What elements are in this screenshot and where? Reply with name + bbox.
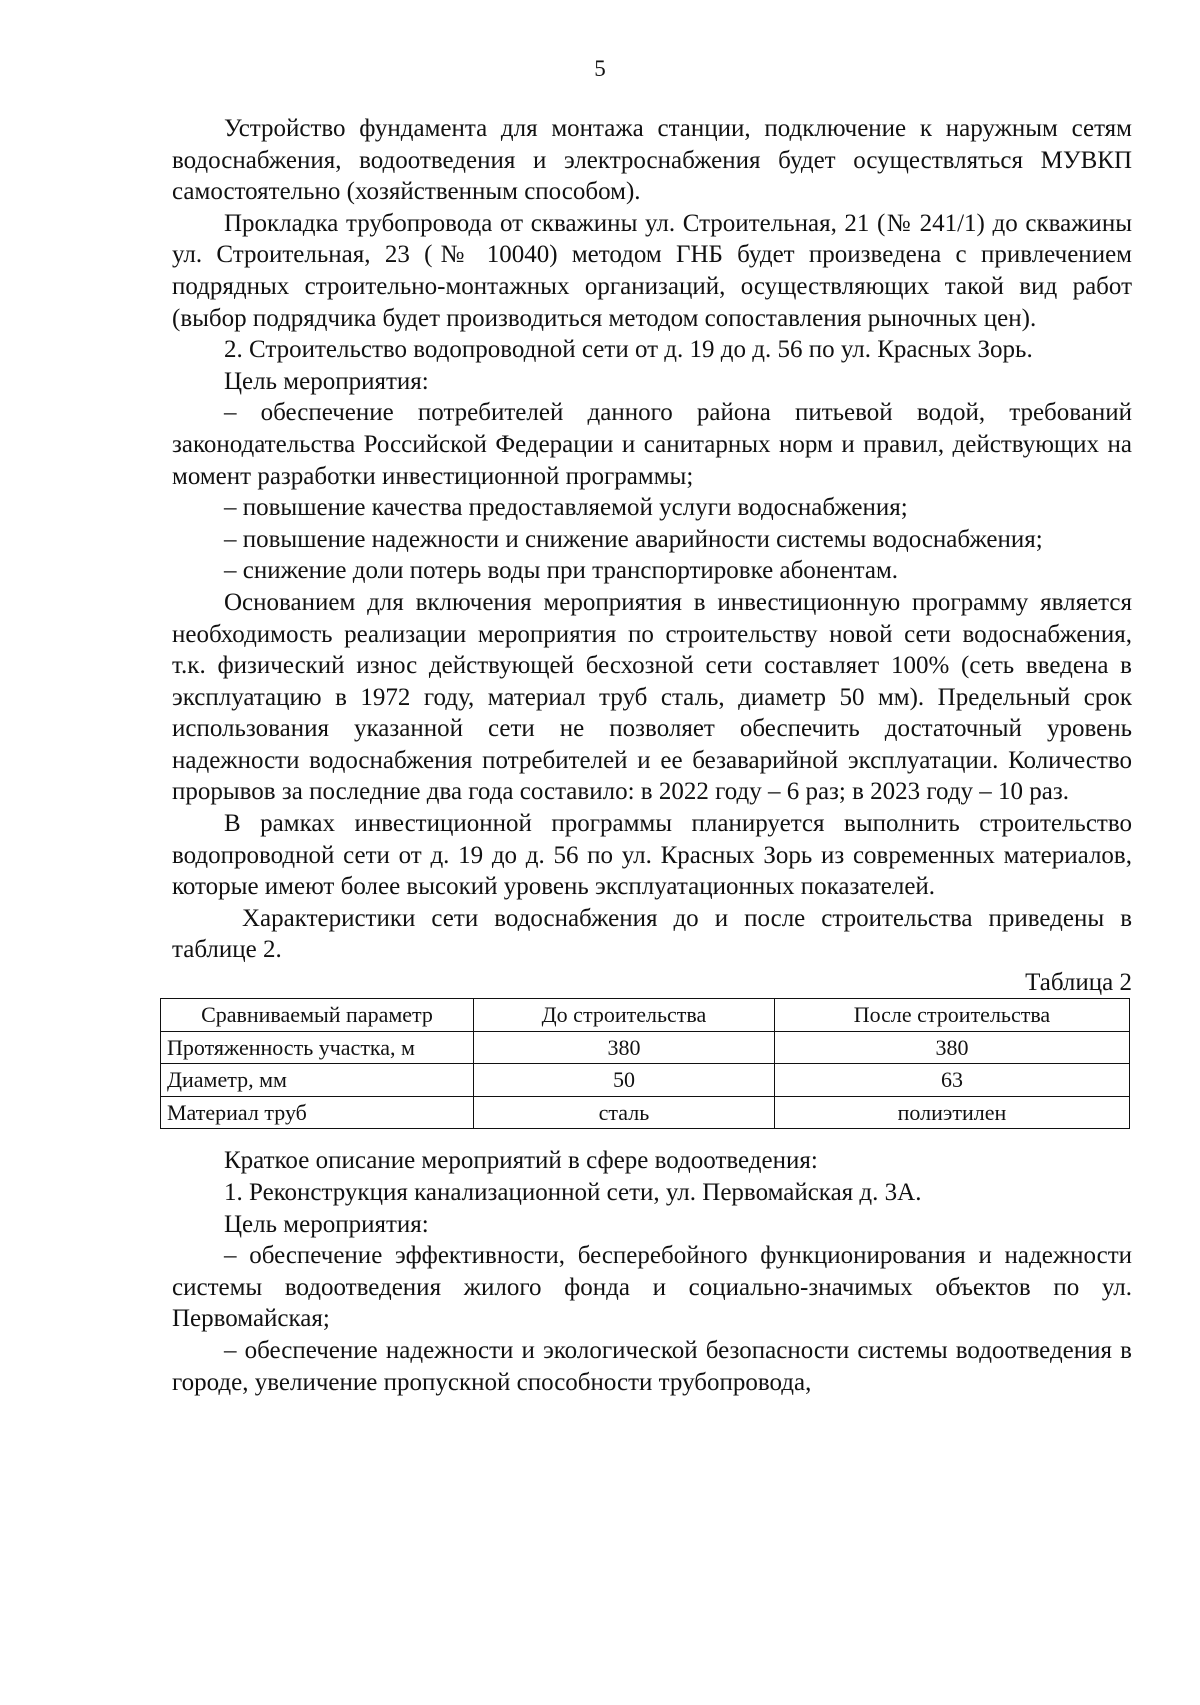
list-item: – обеспечение эффективности, бесперебойного функционирования и надежности системы водоотведения жилого фонда и социально-значимых объектов по ул. Первомайская; <box>172 1242 1132 1333</box>
table-caption: Таблица 2 <box>1025 969 1132 997</box>
list-item: – повышение надежности и снижение аварийности системы водоснабжения; <box>224 525 1043 553</box>
paragraph: В рамках инвестиционной программы планируется выполнить строительство водопроводной сети от д. 19 до д. 56 по ул. Красных Зорь из современных материалов, которые имеют более высокий уровень эксплуатационных показателей. <box>172 810 1132 901</box>
table-cell: 380 <box>774 1031 1129 1064</box>
table-cell: Диаметр, мм <box>161 1064 474 1097</box>
table-cell: 380 <box>474 1031 775 1064</box>
page-number: 5 <box>594 56 606 81</box>
paragraph: 2. Строительство водопроводной сети от д. 19 до д. 56 по ул. Красных Зорь. <box>224 336 1033 364</box>
table-cell: Материал труб <box>161 1096 474 1129</box>
comparison-table <box>160 998 1130 1129</box>
paragraph: Цель мероприятия: <box>224 367 429 395</box>
table-cell: сталь <box>474 1096 775 1129</box>
table-cell: 63 <box>774 1064 1129 1097</box>
table-cell: полиэтилен <box>774 1096 1129 1129</box>
table-row <box>161 1031 1130 1064</box>
paragraph: Устройство фундамента для монтажа станции, подключение к наружным сетям водоснабжения, водоотведения и электроснабжения будет осуществляться МУВКП самостоятельно (хозяйственным способом). <box>172 115 1132 206</box>
list-item: – повышение качества предоставляемой услуги водоснабжения; <box>224 494 908 522</box>
table-header-cell: До строительства <box>474 999 775 1032</box>
table-header-cell: После строительства <box>774 999 1129 1032</box>
table-row <box>161 1064 1130 1097</box>
table-cell: 50 <box>474 1064 775 1097</box>
list-item: – снижение доли потерь воды при транспортировке абонентам. <box>224 557 899 585</box>
paragraph: Прокладка трубопровода от скважины ул. Строительная, 21 (№ 241/1) до скважины ул. Строительная, 23 (№ 10040) методом ГНБ будет произведена с привлечением подрядных строительно-монтажных организаций, осуществляющих такой вид работ (выбор подрядчика будет производиться методом сопоставления рыночных цен). <box>172 209 1132 332</box>
document-body <box>167 113 1132 1398</box>
table-row <box>161 1096 1130 1129</box>
table-header-cell: Сравниваемый параметр <box>161 999 474 1032</box>
paragraph: Характеристики сети водоснабжения до и после строительства приведены в таблице 2. <box>172 904 1132 964</box>
list-item: – обеспечение надежности и экологической безопасности системы водоотведения в городе, увеличение пропускной способности трубопровода, <box>172 1336 1132 1396</box>
list-item: – обеспечение потребителей данного района питьевой водой, требований законодательства Российской Федерации и санитарных норм и правил, действующих на момент разработки инвестиционной программы; <box>172 399 1132 490</box>
paragraph: Основанием для включения мероприятия в инвестиционную программу является необходимость реализации мероприятия по строительству новой сети водоснабжения, т.к. физический износ действующей бесхозной сети составляет 100% (сеть введена в эксплуатацию в 1972 году, материал труб сталь, диаметр 50 мм). Предельный срок использования указанной сети не позволяет обеспечить достаточный уровень надежности водоснабжения потребителей и ее безаварийной эксплуатации. Количество прорывов за последние два года составило: в 2022 году – 6 раз; в 2023 году – 10 раз. <box>172 588 1132 806</box>
table-header-row <box>161 999 1130 1032</box>
paragraph: Цель мероприятия: <box>224 1210 429 1238</box>
paragraph: Краткое описание мероприятий в сфере водоотведения: <box>224 1147 818 1175</box>
paragraph: 1. Реконструкция канализационной сети, ул. Первомайская д. 3А. <box>224 1179 922 1206</box>
table-cell: Протяженность участка, м <box>161 1031 474 1064</box>
